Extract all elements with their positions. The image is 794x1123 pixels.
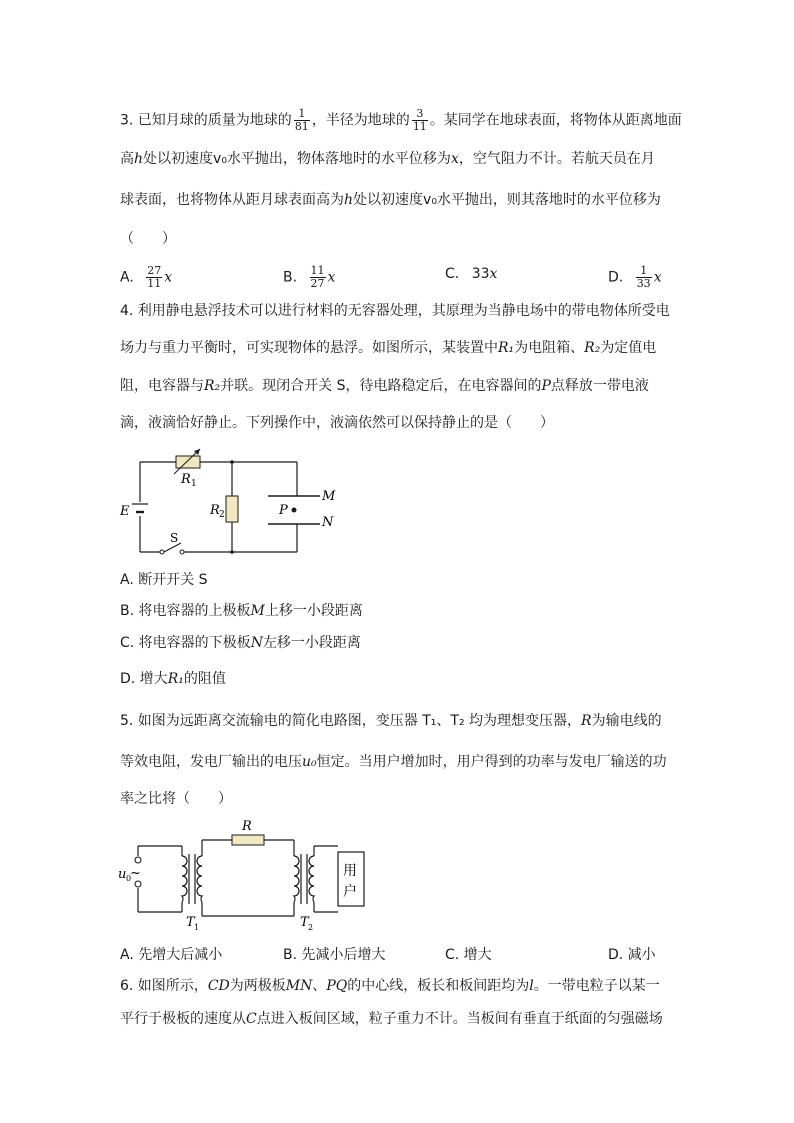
fraction-3-11ths: $\frac{3}{11}$: [412, 107, 427, 133]
q5-line-1: 5. 如图为远距离交流输电的简化电路图，变压器 T₁、T₂ 均为理想变压器，R为输电线的: [120, 713, 662, 729]
line-resistor-r-icon: [232, 835, 264, 845]
label-s: S: [170, 531, 179, 545]
label-r2: R: [210, 503, 220, 518]
q3-line-3: 球表面，也将物体从距月球表面高为h处以初速度v₀水平抛出，则其落地时的水平位移为: [120, 192, 661, 208]
droplet-point-p: [292, 508, 297, 513]
label-r: R: [242, 819, 252, 834]
q5-option-b[interactable]: B. 先减小后增大: [283, 947, 386, 963]
fraction-one-81st: $\frac{1}{81}$: [294, 107, 309, 133]
q5-option-c[interactable]: C. 增大: [445, 947, 492, 963]
label-user-2: 户: [343, 884, 357, 900]
q4-line-3: 阻，电容器与R₂并联。现闭合开关 S，待电路稳定后，在电容器间的P点释放一带电液: [120, 378, 649, 394]
q3-line-2: 高h处以初速度v₀水平抛出，物体落地时的水平位移为x，空气阻力不计。若航天员在月: [120, 151, 655, 167]
label-r1-sub: 1: [191, 479, 197, 489]
q5-line-2: 等效电阻，发电厂输出的电压u₀恒定。当用户增加时，用户得到的功率与发电厂输送的功: [120, 754, 667, 770]
q4-circuit-diagram: [112, 444, 342, 562]
label-t2-sub: 2: [308, 923, 314, 932]
q4-option-b[interactable]: B. 将电容器的上极板M上移一小段距离: [120, 603, 363, 619]
q4-option-a[interactable]: A. 断开开关 S: [120, 572, 208, 588]
transformer-t2-icon: [294, 854, 314, 904]
label-r2-sub: 2: [219, 510, 225, 520]
q4-line-2: 场力与重力平衡时，可实现物体的悬浮。如图所示，某装置中R₁为电阻箱、R₂为定值电: [120, 340, 657, 356]
q3-text: ，半径为地球的: [311, 112, 410, 129]
height-symbol: h: [134, 151, 144, 167]
height-symbol: h: [344, 192, 354, 208]
displacement-symbol: x: [450, 151, 459, 167]
label-u0-sub: 0: [126, 874, 132, 883]
q5-option-a[interactable]: A. 先增大后减小: [120, 947, 223, 963]
q5-option-d[interactable]: D. 减小: [608, 947, 656, 963]
q3-answer-paren: （ ）: [120, 231, 176, 247]
label-t2: T: [300, 915, 309, 930]
label-e: E: [120, 504, 130, 519]
battery-icon: [132, 504, 148, 512]
label-u0: u: [118, 867, 127, 882]
q3-option-b[interactable]: B. $\frac{11}{27}$ x: [283, 264, 336, 290]
q4-line-1: 4. 利用静电悬浮技术可以进行材料的无容器处理，其原理为当静电场中的带电物体所受电: [120, 303, 670, 319]
q4-option-d[interactable]: D. 增大R₁的阻值: [120, 671, 226, 687]
switch-icon: [160, 550, 184, 554]
q3-option-d[interactable]: D. $\frac{1}{33}$ x: [608, 264, 662, 290]
label-p: P: [279, 503, 288, 518]
label-n: N: [322, 515, 334, 530]
label-m: M: [322, 489, 336, 504]
resistor-r2-icon: [226, 496, 238, 522]
label-user-1: 用: [343, 863, 357, 879]
q3-line-1: [120, 108, 682, 133]
q4-option-c[interactable]: C. 将电容器的下极板N左移一小段距离: [120, 635, 361, 651]
q3-text: 3. 已知月球的质量为地球的: [120, 112, 292, 129]
label-ac-tilde: ~: [130, 866, 141, 881]
q4-line-4: 滴，液滴恰好静止。下列操作中，液滴依然可以保持静止的是（ ）: [120, 415, 554, 431]
q6-line-2: 平行于极板的速度从C点进入板间区域，粒子重力不计。当板间有垂直于纸面的匀强磁场: [120, 1011, 663, 1027]
label-t1-sub: 1: [194, 923, 200, 932]
variable-resistor-r1-icon: [174, 449, 200, 474]
q3-option-c[interactable]: C. 33x: [445, 266, 498, 282]
q3-option-a[interactable]: A. $\frac{27}{11}$ x: [120, 264, 173, 290]
label-r1: R: [181, 472, 191, 487]
label-t1: T: [186, 915, 195, 930]
q3-text: 。某同学在地球表面，将物体从距离地面: [429, 112, 682, 129]
q5-power-transmission-diagram: [112, 818, 372, 934]
q6-line-1: 6. 如图所示，CD为两极板MN、PQ的中心线，板长和板间距均为l。一带电粒子以某一: [120, 978, 660, 994]
q5-line-3: 率之比将（ ）: [120, 791, 232, 807]
transformer-t1-icon: [182, 854, 202, 904]
